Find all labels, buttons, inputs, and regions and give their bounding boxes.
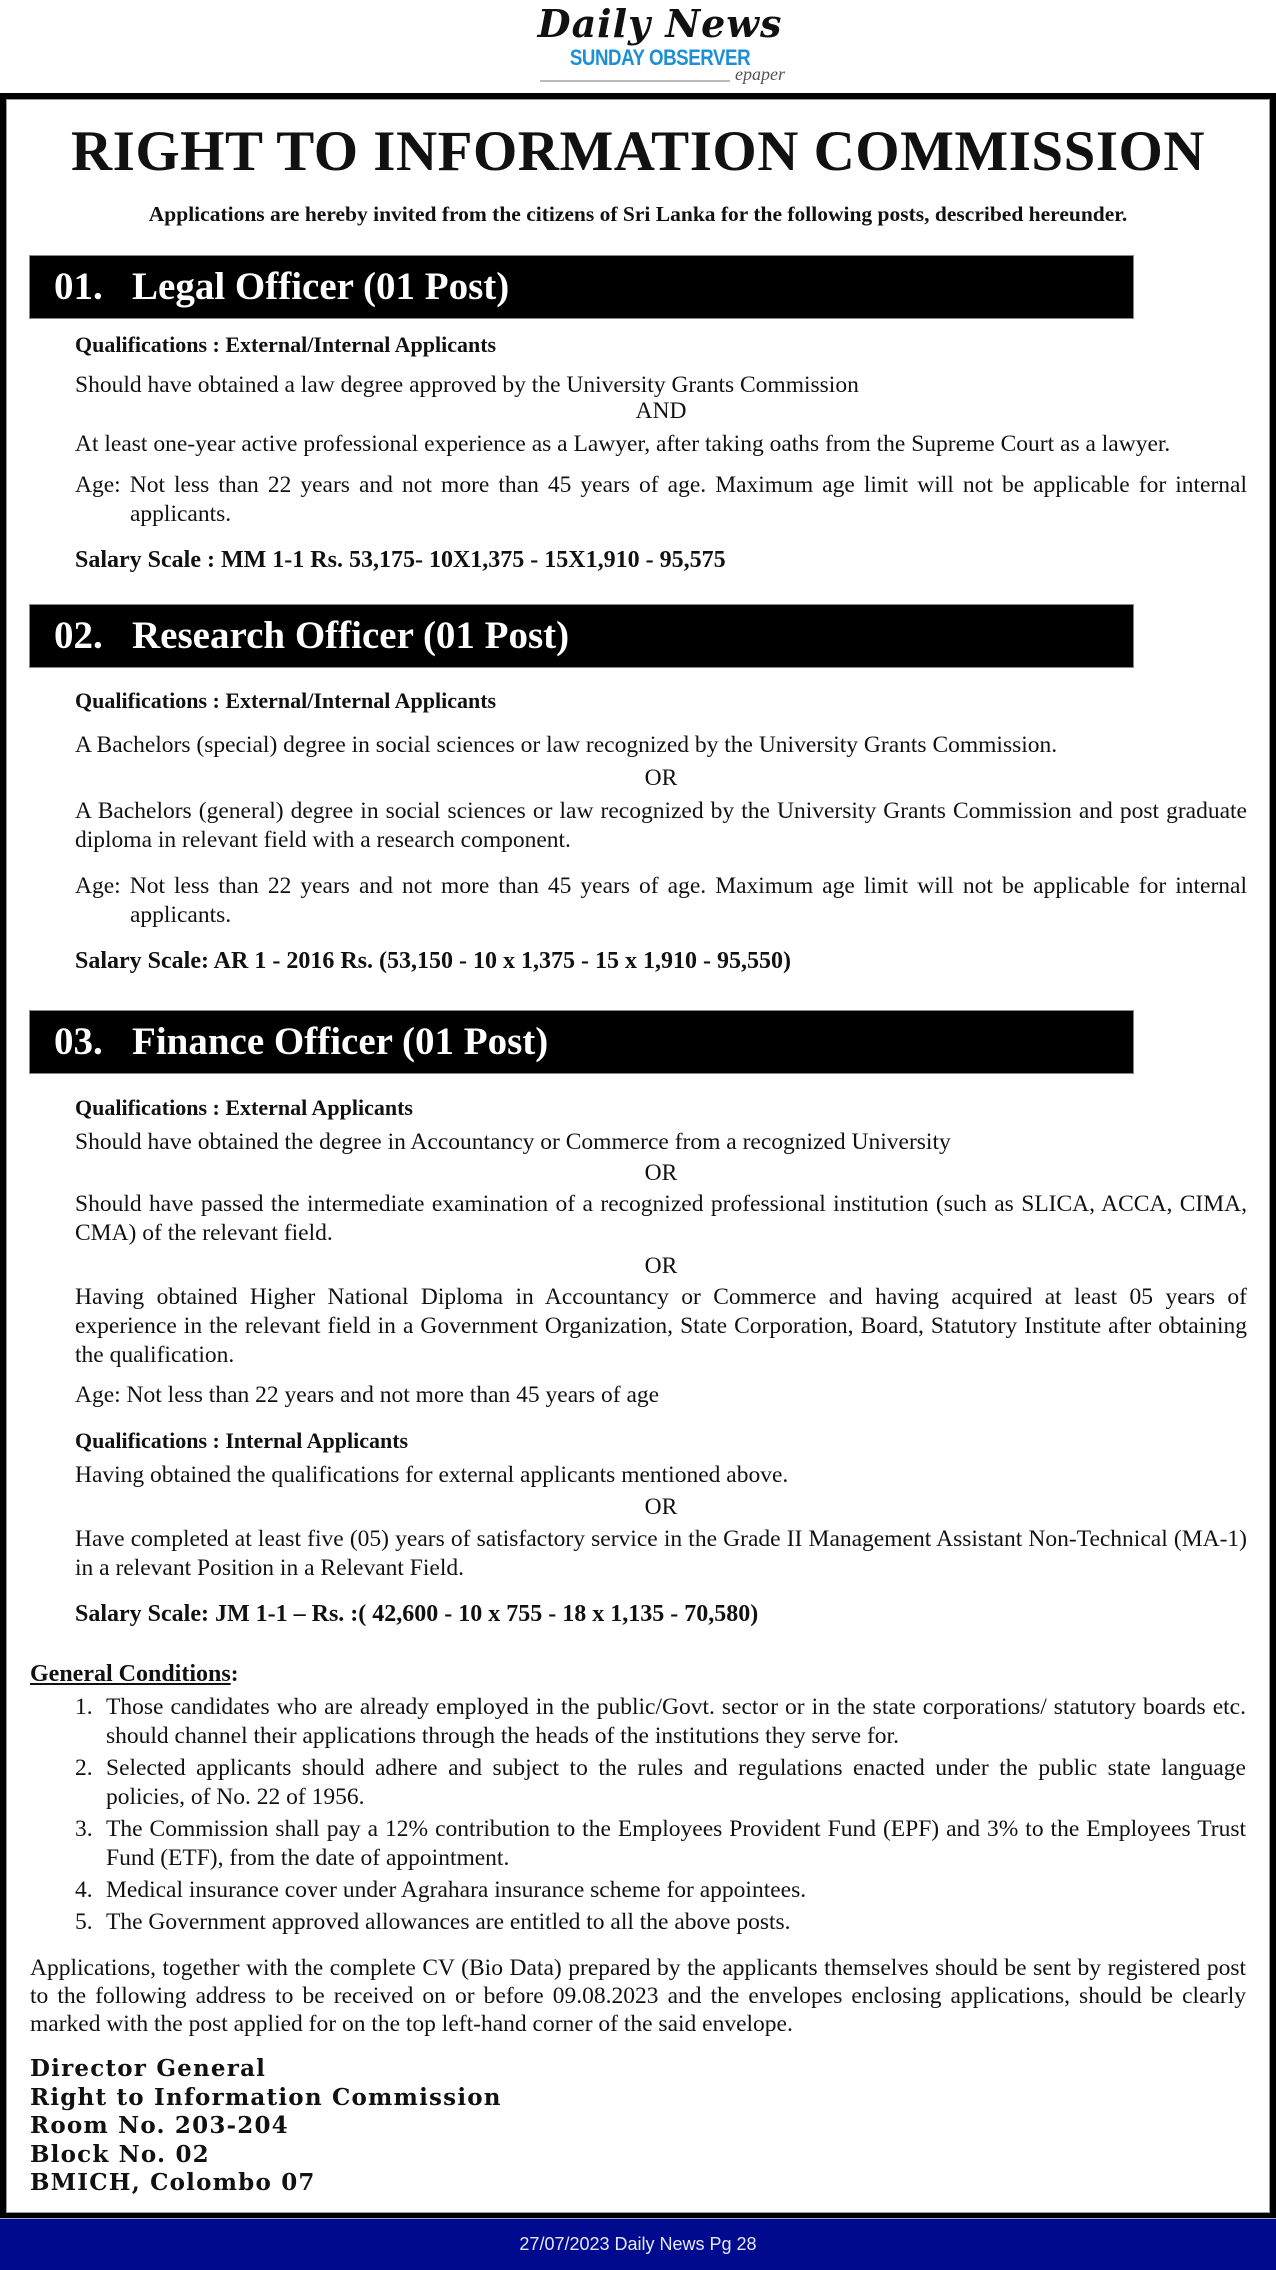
page-footer: 27/07/2023 Daily News Pg 28 [0, 2218, 1276, 2270]
connector: AND [635, 398, 687, 424]
post-header-research-officer [30, 605, 1133, 667]
salary-scale: Salary Scale : MM 1-1 Rs. 53,175- 10X1,375 - 15X1,910 - 95,575 [75, 547, 726, 573]
logo-epaper: epaper [735, 64, 785, 84]
post-body-research-officer [75, 686, 1247, 976]
condition-item [30, 1876, 1246, 1905]
item-text: Selected applicants should adhere and subject to the rules and regulations enacted under the public state language policies, of No. 22 of 1956. [106, 1755, 1246, 1810]
item-number: 5. [75, 1909, 93, 1935]
qualification-line: A Bachelors (special) degree in social sciences or law recognized by the University Grants Commission. [75, 732, 1058, 758]
post-header-legal-officer [30, 256, 1133, 318]
logo-sunday-observer: SUNDAY OBSERVER [569, 45, 751, 70]
salary-scale: Salary Scale: AR 1 - 2016 Rs. (53,150 - 10 x 1,375 - 15 x 1,910 - 95,550) [75, 948, 791, 974]
qualification-line: Having obtained the qualifications for external applicants mentioned above. [75, 1462, 789, 1488]
item-number: 4. [75, 1877, 93, 1903]
qualification-line: Have completed at least five (05) years of satisfactory service in the Grade II Management Assistant Non-Technical (MA-1) in a relevant Position in a Relevant Field. [75, 1526, 1247, 1581]
address-line: Director General [30, 2055, 267, 2082]
item-number: 2. [75, 1755, 93, 1781]
qualification-line: Should have passed the intermediate examination of a recognized professional institution (such as SLICA, ACCA, CIMA, CMA) of the relevant field. [75, 1191, 1247, 1246]
logo-daily-news: Daily News [537, 1, 783, 46]
qualifications-heading: Qualifications : External/Internal Applicants [75, 688, 497, 713]
address-line: Room No. 203-204 [30, 2112, 289, 2139]
item-number: 3. [75, 1816, 93, 1842]
post-title: Finance Officer (01 Post) [132, 1020, 549, 1063]
item-text: Medical insurance cover under Agrahara insurance scheme for appointees. [106, 1877, 807, 1903]
postal-address [30, 2055, 502, 2198]
post-number: 02. [54, 614, 103, 657]
post-header-finance-officer [30, 1011, 1133, 1073]
heading-colon: : [230, 1661, 239, 1687]
qualifications-heading: Qualifications : External/Internal Applicants [75, 332, 497, 357]
applications-paragraph: Applications, together with the complete CV (Bio Data) prepared by the applicants themselves should be sent by registered post to the following address to be received on or before 09.08.2023 and the envelopes enclosing applications, should be clearly marked with the post applied for on the top left-hand corner of the said envelope. [30, 1955, 1246, 2037]
item-text: Those candidates who are already employed in the public/Govt. sector or in the state corporations/ statutory boards etc. should channel their applications through the heads of the institutions they serve for. [106, 1694, 1246, 1749]
item-number: 1. [75, 1694, 93, 1720]
condition-item [30, 1815, 1246, 1873]
post-title: Research Officer (01 Post) [132, 614, 570, 657]
qualification-line: Should have obtained a law degree approved by the University Grants Commission [75, 372, 859, 398]
age-requirement: Age: Not less than 22 years and not more than 45 years of age. Maximum age limit will not be applicable for internal applicants. [75, 472, 1247, 527]
qualification-line: A Bachelors (general) degree in social sciences or law recognized by the University Grants Commission and post graduate diploma in relevant field with a research component. [75, 798, 1247, 853]
age-requirement: Age: Not less than 22 years and not more than 45 years of age. Maximum age limit will not be applicable for internal applicants. [75, 873, 1247, 928]
connector: OR [644, 1253, 678, 1279]
post-number: 03. [54, 1020, 103, 1063]
qualifications-heading-internal: Qualifications : Internal Applicants [75, 1428, 409, 1453]
conditions-list [30, 1693, 1246, 1937]
address-line: Right to Information Commission [30, 2083, 502, 2111]
qualification-line: Having obtained Higher National Diploma in Accountancy or Commerce and having acquired at least 05 years of experience in the relevant field in a Government Organization, State Corporation, Board, Statutory Institute after obtaining the qualification. [75, 1284, 1247, 1368]
connector: OR [644, 765, 678, 791]
post-number: 01. [54, 265, 103, 308]
newspaper-logo [520, 0, 800, 90]
connector: OR [644, 1494, 678, 1520]
item-text: The Government approved allowances are entitled to all the above posts. [106, 1909, 791, 1935]
qualifications-heading-external: Qualifications : External Applicants [75, 1095, 413, 1120]
salary-scale: Salary Scale: JM 1-1 – Rs. :( 42,600 - 10 x 755 - 18 x 1,135 - 70,580) [75, 1601, 759, 1627]
logo-rule [540, 80, 730, 82]
page-title: RIGHT TO INFORMATION COMMISSION [70, 120, 1205, 183]
condition-item [30, 1754, 1246, 1812]
condition-item [30, 1908, 1246, 1937]
qualification-line: Should have obtained the degree in Accountancy or Commerce from a recognized University [75, 1129, 951, 1155]
address-line: Block No. 02 [30, 2140, 210, 2168]
general-conditions [30, 1660, 1246, 1940]
address-line: BMICH, Colombo 07 [30, 2169, 316, 2196]
connector: OR [644, 1160, 678, 1186]
qualification-line: At least one-year active professional experience as a Lawyer, after taking oaths from the Supreme Court as a lawyer. [75, 431, 1171, 457]
age-requirement: Age: Not less than 22 years and not more than 45 years of age [75, 1382, 660, 1408]
post-title: Legal Officer (01 Post) [132, 265, 510, 308]
general-conditions-heading: General Conditions [30, 1661, 231, 1687]
condition-item [30, 1693, 1246, 1751]
post-body-legal-officer [75, 330, 1247, 575]
post-body-finance-officer [75, 1093, 1247, 1629]
subtitle: Applications are hereby invited from the citizens of Sri Lanka for the following posts, described hereunder. [148, 202, 1128, 226]
item-text: The Commission shall pay a 12% contribution to the Employees Provident Fund (EPF) and 3% to the Employees Trust Fund (ETF), from the date of appointment. [106, 1816, 1246, 1871]
